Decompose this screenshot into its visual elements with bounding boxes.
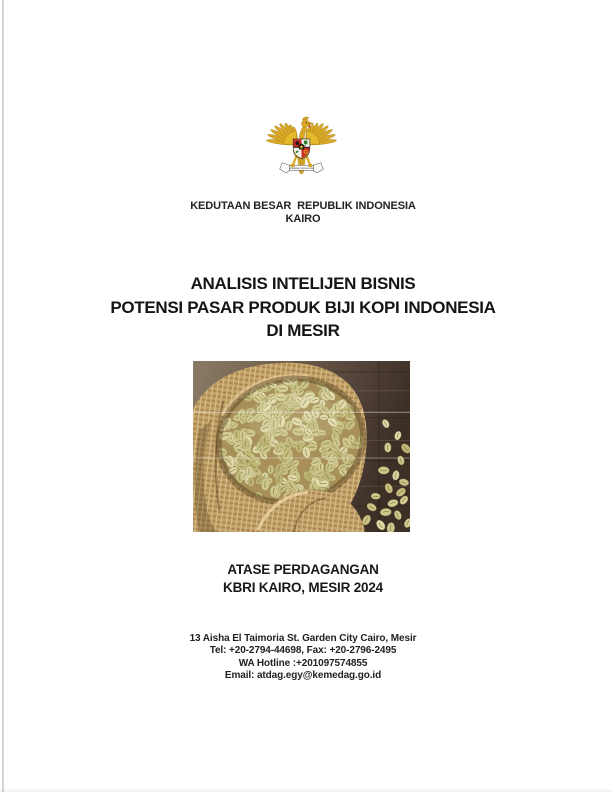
bull-symbol bbox=[295, 141, 299, 145]
garuda-left-claw bbox=[290, 164, 294, 167]
scan-edge-artifact bbox=[0, 788, 612, 792]
publisher-location-year: KBRI KAIRO, MESIR 2024 bbox=[223, 580, 383, 595]
organization-name: KEDUTAAN BESAR REPUBLIK INDONESIA bbox=[190, 200, 416, 212]
title-line-3: DI MESIR bbox=[266, 321, 340, 340]
scan-line-artifact bbox=[193, 457, 410, 458]
garuda-pancasila-emblem bbox=[263, 112, 340, 180]
contact-email: Email: atdag.egy@kemedag.go.id bbox=[224, 670, 382, 682]
title-line-2: POTENSI PASAR PRODUK BIJI KOPI INDONESIA bbox=[110, 297, 496, 317]
document-title bbox=[0, 272, 606, 343]
organization-city: KAIRO bbox=[285, 213, 321, 225]
organization-header bbox=[0, 200, 606, 226]
publisher-block bbox=[0, 561, 606, 597]
banyan-tree-symbol bbox=[304, 140, 308, 144]
contact-address: 13 Aisha El Taimoria St. Garden City Cairo, Mesir bbox=[189, 633, 417, 644]
contact-hotline: WA Hotline :+201097574855 bbox=[238, 657, 368, 669]
scan-line-artifact bbox=[193, 412, 410, 413]
contact-block bbox=[0, 633, 606, 683]
coffee-beans-photo bbox=[193, 361, 410, 532]
garuda-wattle bbox=[308, 125, 310, 127]
garuda-right-claw bbox=[308, 164, 312, 167]
publisher-office: ATASE PERDAGANGAN bbox=[227, 562, 379, 577]
pancasila-shield bbox=[293, 139, 310, 159]
title-line-1: ANALISIS INTELIJEN BISNIS bbox=[190, 274, 416, 293]
cover-photo bbox=[193, 361, 410, 532]
contact-phone: Tel: +20-2794-44698, Fax: +20-2796-2495 bbox=[209, 645, 397, 657]
motto-text: BHINNEKA TUNGGAL IKA bbox=[289, 168, 314, 171]
garuda-eye bbox=[306, 122, 307, 123]
